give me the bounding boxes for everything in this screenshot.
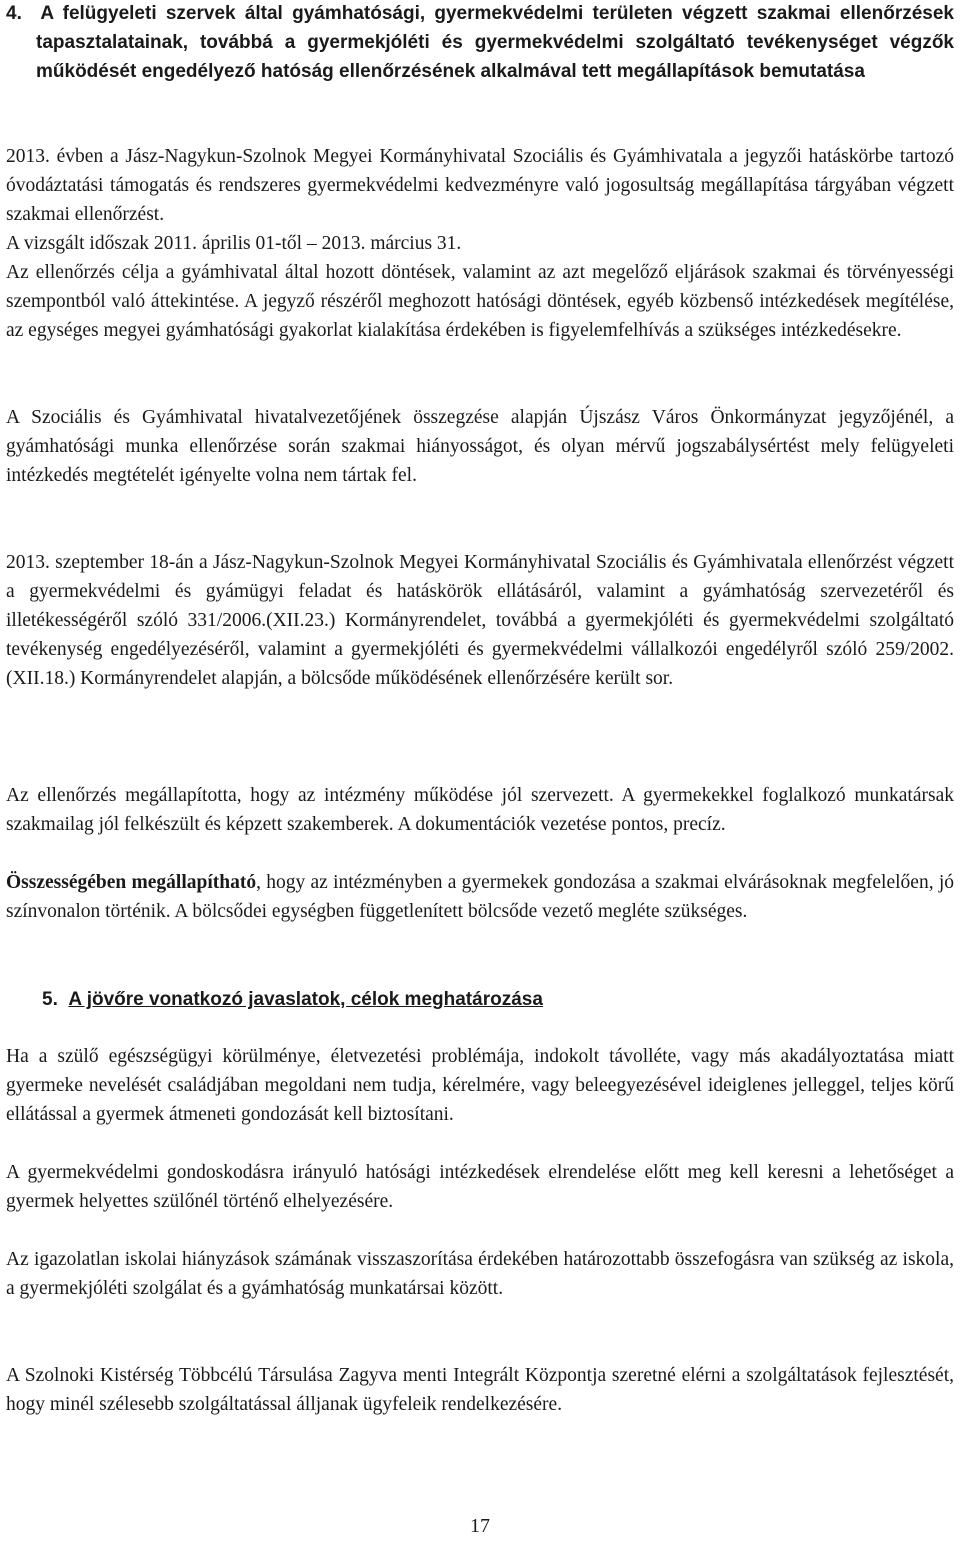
section-5-paragraph-2: A gyermekvédelmi gondoskodásra irányuló hatósági intézkedések elrendelése előtt meg kell keresni a lehetőséget a gyermek helyettes szülőnél történő elhelyezésére. (6, 1162, 954, 1212)
section-4-number: 4. (6, 3, 22, 24)
section-5-number: 5. (42, 989, 58, 1010)
paragraph-5: 2013. szeptember 18-án a Jász-Nagykun-Szolnok Megyei Kormányhivatal Szociális és Gyámhivatala ellenőrzést végzett a gyermekvédelmi és gyámügyi feladat és hatáskörök ellátásáról, valamint a gyámhatóság szervezetéről és illetékességéről szóló 331/2006.(XII.23.) Kormányrendelet, továbbá a gyermekjóléti és gyermekvédelmi szolgáltató tevékenység engedélyezéséről, valamint a gyermekjóléti és gyermekvédelmi vállalkozói engedélyről szóló 259/2002.(XII.18.) Kormányrendelet alapján, a bölcsőde működésének ellenőrzésére került sor. (6, 552, 954, 689)
paragraph-2: A vizsgált időszak 2011. április 01-től – 2013. március 31. (6, 233, 462, 254)
section-5-paragraph-4: A Szolnoki Kistérség Többcélú Társulása Zagyva menti Integrált Központja szeretné elérni a szolgáltatások fejlesztését, hogy minél szélesebb szolgáltatással álljanak ügyfeleik rendelkezésére. (6, 1365, 954, 1415)
section-4-title: A felügyeleti szervek által gyámhatósági, gyermekvédelmi területen végzett szakmai ellenőrzések tapasztalatainak, továbbá a gyermekjóléti és gyermekvédelmi szolgáltató tevékenységet végzők működését engedélyező hatóság ellenőrzésének alkalmával tett megállapítások bemutatása (36, 3, 954, 82)
paragraph-1: 2013. évben a Jász-Nagykun-Szolnok Megyei Kormányhivatal Szociális és Gyámhivatala a jegyzői hatáskörbe tartozó óvodáztatási támogatás és rendszeres gyermekvédelmi kedvezményre való jogosultság megállapítása tárgyában végzett szakmai ellenőrzést. (6, 146, 954, 225)
paragraph-6: Az ellenőrzés megállapította, hogy az intézmény működése jól szervezett. A gyermekekkel foglalkozó munkatársak szakmailag jól felkészült és képzett szakemberek. A dokumentációk vezetése pontos, precíz. (6, 785, 954, 835)
page-number: 17 (470, 1515, 490, 1537)
paragraph-7 (6, 868, 954, 926)
section-5-paragraph-3: Az igazolatlan iskolai hiányzások számának visszaszorítása érdekében határozottabb összefogásra van szükség az iskola, a gyermekjóléti szolgálat és a gyámhatóság munkatársai között. (6, 1249, 954, 1299)
section-5-heading (42, 985, 942, 1014)
paragraph-3: Az ellenőrzés célja a gyámhivatal által hozott döntések, valamint az azt megelőző eljárások szakmai és törvényességi szempontból való áttekintése. A jegyző részéről meghozott hatósági döntések, egyéb közbenső intézkedések megítélése, az egységes megyei gyámhatósági gyakorlat kialakítása érdekében is figyelemfelhívás a szükséges intézkedésekre. (6, 262, 954, 341)
section-5-title: A jövőre vonatkozó javaslatok, célok meghatározása (68, 989, 543, 1010)
section-4-heading (6, 0, 954, 86)
section-5-paragraph-1: Ha a szülő egészségügyi körülménye, életvezetési problémája, indokolt távolléte, vagy más akadályoztatása miatt gyermeke nevelését családjában megoldani nem tudja, kérelmére, vagy beleegyezésével ideiglenes jelleggel, teljes körű ellátással a gyermek átmeneti gondozását kell biztosítani. (6, 1046, 954, 1125)
paragraph-7-rest: , hogy az intézményben a gyermekek gondozása a szakmai elvárásoknak megfelelően, jó színvonalon történik. A bölcsődei egységben függetlenített bölcsőde vezető megléte szükséges. (6, 872, 954, 922)
paragraph-4: A Szociális és Gyámhivatal hivatalvezetőjének összegzése alapján Újszász Város Önkormányzat jegyzőjénél, a gyámhatósági munka ellenőrzése során szakmai hiányosságot, és olyan mérvű jogszabálysértést mely felügyeleti intézkedés megtételét igényelte volna nem tártak fel. (6, 407, 954, 486)
paragraph-7-bold: Összességében megállapítható (6, 872, 257, 893)
